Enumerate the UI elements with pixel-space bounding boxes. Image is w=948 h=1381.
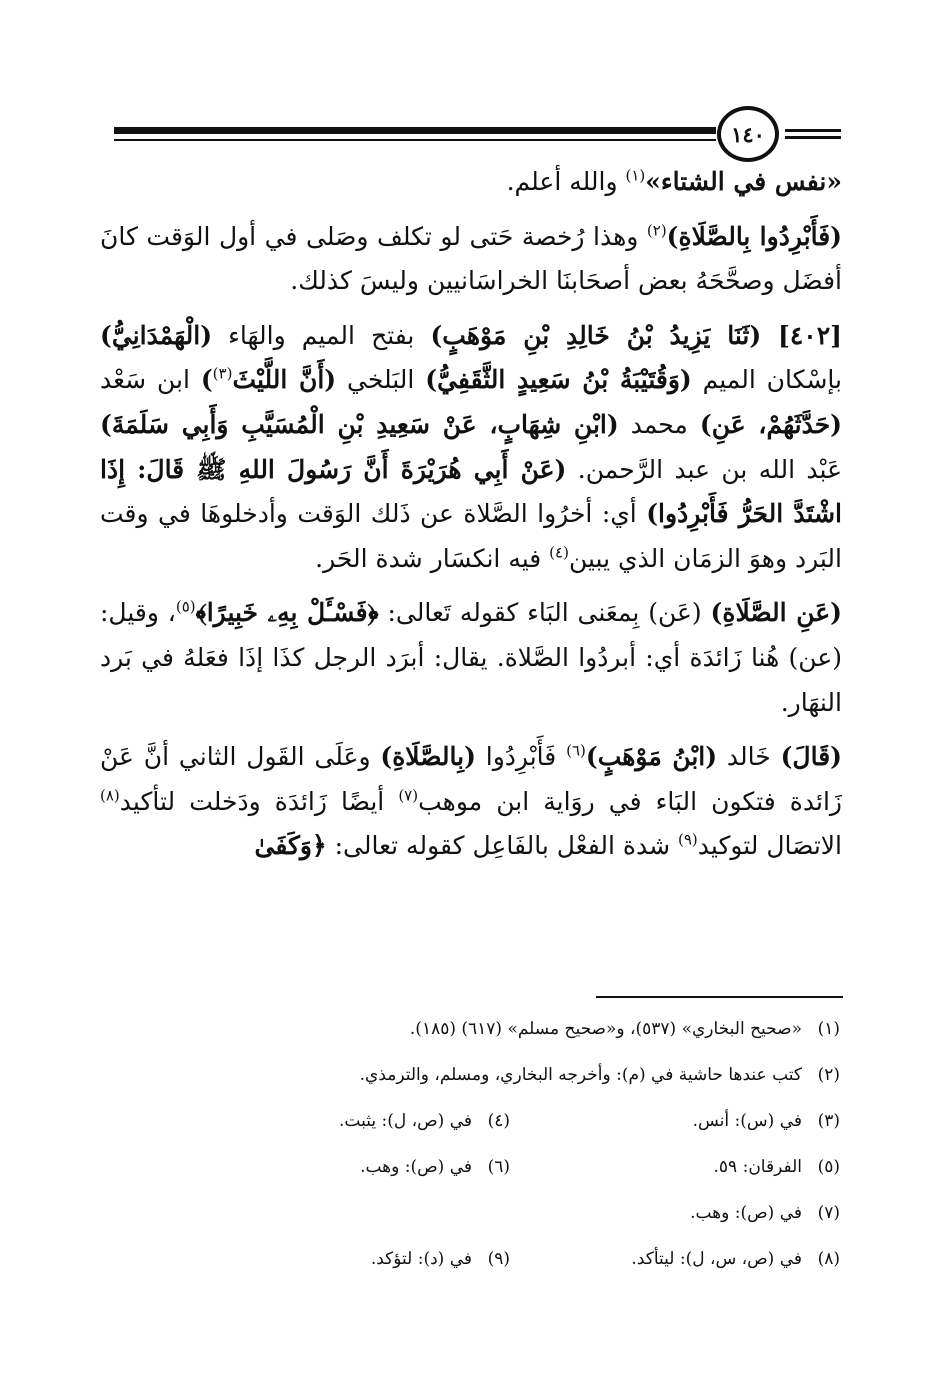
footnote bbox=[339, 1098, 510, 1144]
footnote-number: (٤) bbox=[487, 1111, 510, 1131]
footnote-number: (٩) bbox=[487, 1249, 510, 1269]
commentary-text: ابن سَعْد bbox=[100, 365, 201, 395]
footnote-text: في (د): لتؤكد. bbox=[370, 1249, 472, 1269]
commentary-text: الاتصَال لتوكيد bbox=[697, 831, 842, 861]
commentary-text: بإسْكان الميم bbox=[691, 365, 842, 395]
footnote-text: كتب عندها حاشية في (م): وأخرجه البخاري، ومسلم، والترمذي. bbox=[359, 1065, 802, 1085]
main-text bbox=[100, 160, 842, 879]
footnote-row bbox=[100, 1006, 840, 1052]
footnote-ref: (٤) bbox=[549, 543, 569, 562]
footnotes bbox=[100, 1006, 840, 1282]
commentary-text: أي: أخرُوا الصَّلاة عن ذَلك الوَقت وأدخلوهَا في وقت البَرد وهوَ الزمَان الذي يبين bbox=[100, 499, 842, 573]
footnote bbox=[371, 1236, 510, 1282]
commentary-text: وهذا رُخصة حَتى لو تكلف وصَلى في أول الوَقت كانَ أفضَل وصحَّحَهُ بعض أصحَابنَا الخراسَانيين وليسَ كذلك. bbox=[100, 221, 842, 296]
quoted-text: ﴿فَسْـَٔلْ بِهِۦ خَبِيرًا﴾ bbox=[195, 598, 379, 628]
quoted-text: «نفس في الشتاء» bbox=[645, 167, 842, 196]
footnote-row bbox=[100, 1098, 840, 1144]
commentary-text: فَأَبْرِدُوا bbox=[475, 742, 567, 772]
footnote-number: (٧) bbox=[817, 1203, 840, 1223]
footnote-ref: (٥) bbox=[175, 598, 196, 617]
footnote-text: في (ص، ل): يثبت. bbox=[339, 1111, 472, 1131]
header-rule-thick bbox=[114, 127, 716, 134]
quoted-text: (الْهَمْدَانِيُّ) bbox=[100, 320, 213, 350]
paragraph bbox=[100, 160, 842, 205]
footnote-number: (٥) bbox=[817, 1157, 840, 1177]
quoted-text: (بِالصَّلَاةِ) bbox=[380, 742, 476, 772]
footnote-ref: (٢) bbox=[646, 221, 667, 240]
quoted-text: (ابْنِ شِهَابٍ، عَنْ سَعِيدِ بْنِ الْمُسَيَّبِ وَأَبِي سَلَمَةَ) bbox=[100, 409, 619, 439]
paragraph bbox=[100, 735, 842, 869]
footnote-ref: (٦) bbox=[566, 741, 586, 760]
footnote-number: (٦) bbox=[487, 1157, 510, 1177]
commentary-text: والله أعلم. bbox=[506, 167, 626, 196]
quoted-text: (عَنِ الصَّلَاةِ) bbox=[710, 598, 842, 628]
footnote-text: في (ص، س، ل): ليتأكد. bbox=[631, 1249, 802, 1269]
quoted-text: ﴿وَكَفَىٰ bbox=[254, 831, 327, 861]
footnote bbox=[510, 1098, 840, 1144]
footnote-number: (٢) bbox=[817, 1065, 840, 1085]
footnote-text: في (ص): وهب. bbox=[690, 1203, 802, 1223]
footnote-text: في (ص): وهب. bbox=[360, 1157, 472, 1177]
commentary-text: أيضًا زَائدَة ودَخلت لتأكيد bbox=[119, 786, 399, 816]
footnote bbox=[690, 1190, 840, 1236]
footnote-ref: (٧) bbox=[398, 786, 419, 805]
footnote-text: الفرقان: ٥٩. bbox=[713, 1157, 802, 1177]
commentary-text: عَبْد الله بن عبد الرَّحمن. bbox=[566, 454, 843, 484]
footnote-number: (٣) bbox=[817, 1111, 840, 1131]
footnote-number: (١) bbox=[817, 1019, 840, 1039]
commentary-text: خَالد bbox=[717, 742, 781, 772]
header-tail-rule-top bbox=[785, 129, 841, 132]
header-rule-thin bbox=[114, 139, 716, 141]
footnote-ref: (١) bbox=[625, 166, 646, 185]
footnote-ref: (٩) bbox=[678, 830, 698, 849]
footnote-ref: (٣) bbox=[212, 365, 233, 384]
footnote bbox=[360, 1052, 840, 1098]
footnote bbox=[410, 1006, 840, 1052]
footnote bbox=[510, 1144, 840, 1190]
commentary-text: (عَن) بِمعَنى البَاء كقوله تَعالى: bbox=[378, 598, 711, 628]
quoted-text: (ابْنُ مَوْهَبٍ) bbox=[585, 742, 718, 772]
commentary-text: محمد bbox=[618, 409, 700, 439]
footnote-row bbox=[100, 1144, 840, 1190]
paragraph bbox=[100, 215, 842, 304]
commentary-text: ، وقيل: (عن) هُنا زَائدَة أي: أبردُوا الصَّلاة. يقال: أبرَد الرجل كذَا إذَا فعَلهُ في بَرد النهَار. bbox=[100, 598, 842, 717]
page-number: ١٤٠ bbox=[731, 121, 765, 147]
commentary-text: البَلخي bbox=[336, 365, 426, 395]
footnote-row bbox=[100, 1236, 840, 1282]
footnote-ref: (٨) bbox=[100, 786, 120, 805]
commentary-text: بفتح الميم والهَاء bbox=[212, 320, 431, 350]
quoted-text: (فَأَبْرِدُوا بِالصَّلَاةِ) bbox=[666, 221, 842, 251]
quoted-text: (حَدَّثَهُمْ، عَنِ) bbox=[699, 409, 843, 439]
commentary-text: شدة الفعْل بالفَاعِل كقوله تعالى: bbox=[326, 831, 678, 861]
footnote-text: «صحيح البخاري» (٥٣٧)، و«صحيح مسلم» (٦١٧) (١٨٥). bbox=[409, 1019, 802, 1039]
quoted-text: (وَقُتَيْبَةُ بْنُ سَعِيدٍ الثَّقَفِيُّ) bbox=[425, 365, 692, 395]
paragraph bbox=[100, 314, 842, 582]
footnote-separator bbox=[596, 996, 843, 998]
footnote-row bbox=[100, 1190, 840, 1236]
quoted-text: (قَالَ) bbox=[780, 742, 842, 772]
footnote bbox=[510, 1236, 840, 1282]
quoted-text: [٤٠٢] (ثَنَا يَزِيدُ بْنُ خَالِدِ بْنِ مَوْهَبٍ) bbox=[430, 320, 842, 350]
header-tail-rule-bottom bbox=[785, 136, 841, 139]
commentary-text: وعَلَى القَول الثاني أنَّ عَنْ زَائدة فتكون البَاء في روَاية ابن موهب bbox=[100, 742, 842, 816]
paragraph bbox=[100, 591, 842, 725]
quoted-text: (عَنْ أَبِي هُرَيْرَةَ أَنَّ رَسُولَ اللهِ ﷺ قَالَ: إِذَا اشْتَدَّ الحَرُّ فَأَبْرِدُوا) bbox=[100, 454, 842, 529]
quoted-text: (أَنَّ اللَّيْثَ bbox=[232, 365, 337, 395]
footnote bbox=[360, 1144, 510, 1190]
footnote-text: في (س): أنس. bbox=[692, 1111, 802, 1131]
footnote-row bbox=[100, 1052, 840, 1098]
quoted-text: ) bbox=[200, 365, 213, 395]
commentary-text: فيه انكسَار شدة الحَر. bbox=[315, 543, 550, 573]
page-number-badge bbox=[717, 106, 779, 162]
footnote-number: (٨) bbox=[817, 1249, 840, 1269]
